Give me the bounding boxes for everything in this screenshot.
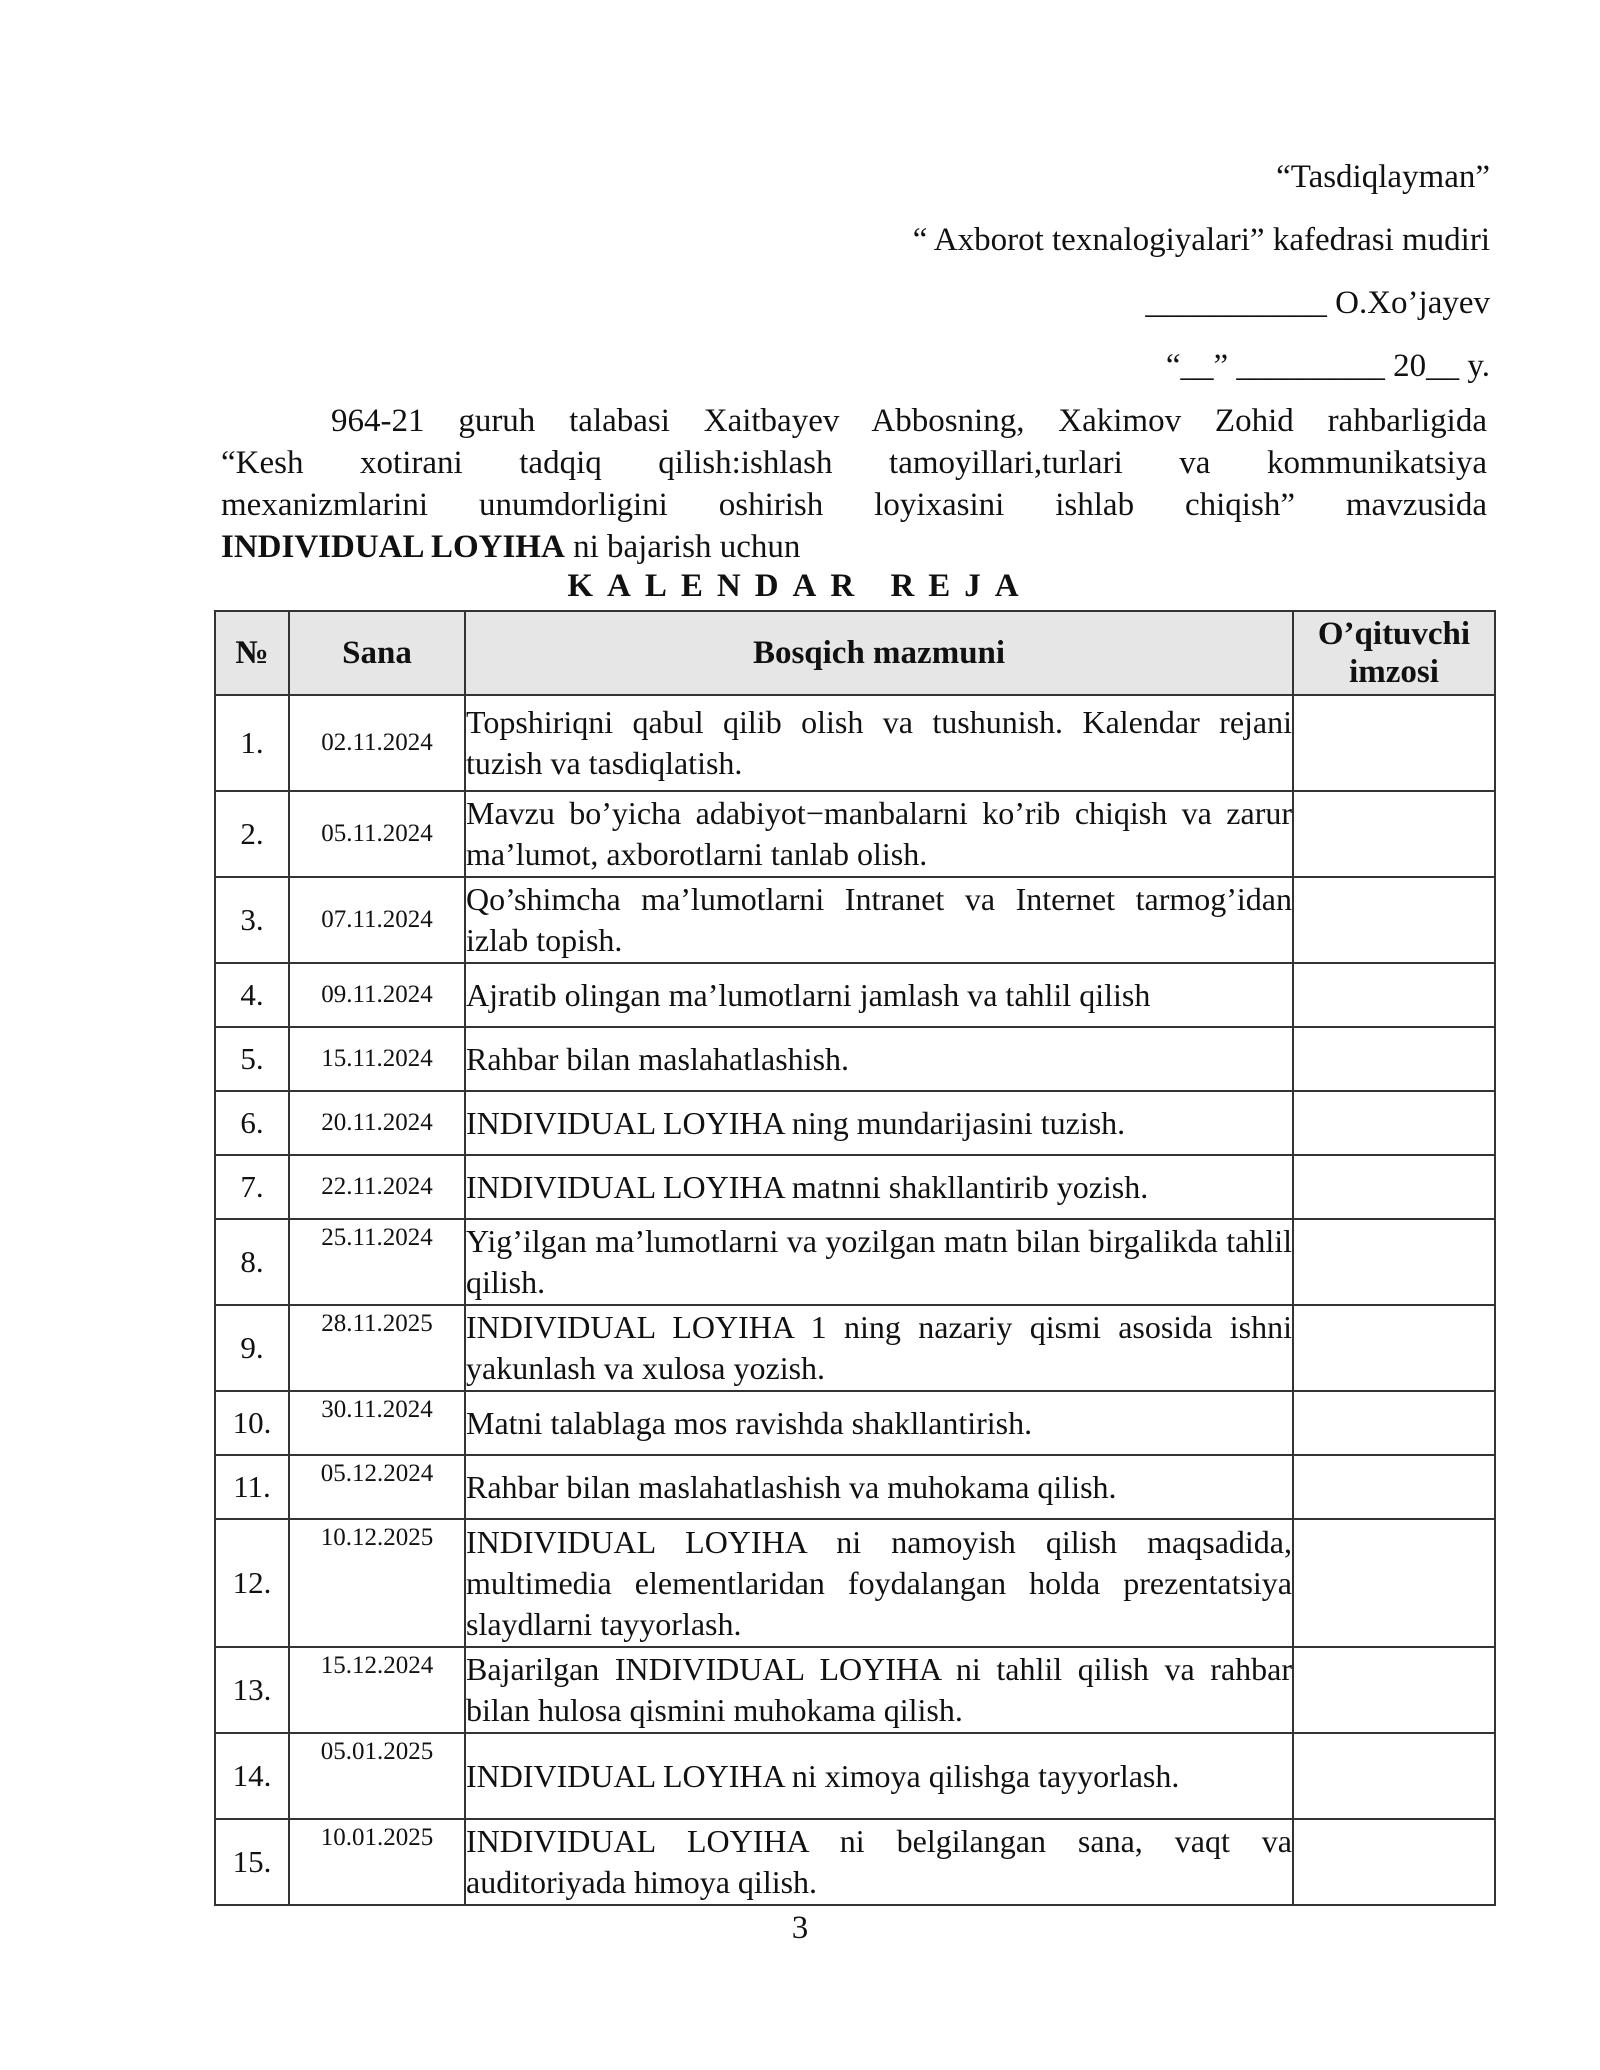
table-header-row bbox=[215, 611, 1495, 695]
row-date: 20.11.2024 bbox=[289, 1091, 465, 1155]
row-date: 25.11.2024 bbox=[289, 1219, 465, 1305]
row-date: 15.12.2024 bbox=[289, 1647, 465, 1733]
approval-department-head: “ Axborot texnalogiyalari” kafedrasi mudiri bbox=[912, 222, 1490, 258]
row-teacher-signature-cell bbox=[1293, 1155, 1495, 1219]
row-teacher-signature-cell bbox=[1293, 963, 1495, 1027]
table-row bbox=[215, 1819, 1495, 1905]
table-row bbox=[215, 1155, 1495, 1219]
row-number: 2. bbox=[215, 791, 289, 877]
row-stage-content: INDIVIDUAL LOYIHA ni ximoya qilishga tayyorlash. bbox=[465, 1733, 1293, 1819]
page-number: 3 bbox=[791, 1910, 809, 1946]
row-date: 09.11.2024 bbox=[289, 963, 465, 1027]
row-number: 4. bbox=[215, 963, 289, 1027]
row-date: 28.11.2025 bbox=[289, 1305, 465, 1391]
table-row bbox=[215, 1519, 1495, 1647]
intro-line-4-rest: ni bajarish uchun bbox=[564, 529, 801, 565]
row-number: 14. bbox=[215, 1733, 289, 1819]
intro-line-3: mexanizmlarini unumdorligini oshirish loyixasini ishlab chiqish” mavzusida bbox=[221, 487, 1487, 523]
intro-line-1: 964-21 guruh talabasi Xaitbayev Abbosning, Xakimov Zohid rahbarligida bbox=[331, 403, 1487, 439]
row-stage-content: INDIVIDUAL LOYIHA ning mundarijasini tuzish. bbox=[465, 1091, 1293, 1155]
row-number: 6. bbox=[215, 1091, 289, 1155]
row-teacher-signature-cell bbox=[1293, 1519, 1495, 1647]
table-row bbox=[215, 1091, 1495, 1155]
row-number: 15. bbox=[215, 1819, 289, 1905]
header-signature: O’qituvchi imzosi bbox=[1293, 611, 1495, 695]
row-number: 8. bbox=[215, 1219, 289, 1305]
calendar-title: KALENDAR REJA bbox=[567, 568, 1033, 604]
row-date: 22.11.2024 bbox=[289, 1155, 465, 1219]
row-number: 13. bbox=[215, 1647, 289, 1733]
row-teacher-signature-cell bbox=[1293, 1647, 1495, 1733]
table-body bbox=[215, 695, 1495, 1905]
row-stage-content: Qo’shimcha ma’lumotlarni Intranet va Internet tarmog’idan izlab topish. bbox=[465, 877, 1293, 963]
row-stage-content: INDIVIDUAL LOYIHA 1 ning nazariy qismi asosida ishni yakunlash va xulosa yozish. bbox=[465, 1305, 1293, 1391]
approval-title: “Tasdiqlayman” bbox=[1276, 159, 1490, 195]
row-teacher-signature-cell bbox=[1293, 1305, 1495, 1391]
row-stage-content: Rahbar bilan maslahatlashish. bbox=[465, 1027, 1293, 1091]
approval-block bbox=[913, 146, 1490, 398]
row-number: 12. bbox=[215, 1519, 289, 1647]
row-number: 5. bbox=[215, 1027, 289, 1091]
table-row bbox=[215, 1027, 1495, 1091]
row-date: 30.11.2024 bbox=[289, 1391, 465, 1455]
row-teacher-signature-cell bbox=[1293, 1027, 1495, 1091]
header-content: Bosqich mazmuni bbox=[465, 611, 1293, 695]
intro-line-4 bbox=[221, 526, 1487, 568]
row-teacher-signature-cell bbox=[1293, 1455, 1495, 1519]
table-row bbox=[215, 695, 1495, 791]
row-teacher-signature-cell bbox=[1293, 791, 1495, 877]
row-stage-content: INDIVIDUAL LOYIHA ni namoyish qilish maqsadida, multimedia elementlaridan foydalangan holda prezentatsiya slaydlarni tayyorlash. bbox=[465, 1519, 1293, 1647]
table-row bbox=[215, 877, 1495, 963]
row-stage-content: Ajratib olingan ma’lumotlarni jamlash va tahlil qilish bbox=[465, 963, 1293, 1027]
row-date: 10.12.2025 bbox=[289, 1519, 465, 1647]
row-date: 05.12.2024 bbox=[289, 1455, 465, 1519]
header-num: № bbox=[215, 611, 289, 695]
intro-paragraph bbox=[221, 400, 1487, 568]
row-teacher-signature-cell bbox=[1293, 877, 1495, 963]
table-row bbox=[215, 1455, 1495, 1519]
row-teacher-signature-cell bbox=[1293, 1219, 1495, 1305]
row-date: 07.11.2024 bbox=[289, 877, 465, 963]
intro-line-2: “Kesh xotirani tadqiq qilish:ishlash tamoyillari,turlari va kommunikatsiya bbox=[221, 445, 1487, 481]
approval-signature-line: ___________ O.Xo’jayev bbox=[1145, 285, 1490, 321]
row-stage-content: Matni talablaga mos ravishda shakllantirish. bbox=[465, 1391, 1293, 1455]
intro-bold-project: INDIVIDUAL LOYIHA bbox=[221, 529, 565, 565]
row-date: 05.11.2024 bbox=[289, 791, 465, 877]
row-stage-content: INDIVIDUAL LOYIHA matnni shakllantirib yozish. bbox=[465, 1155, 1293, 1219]
row-date: 10.01.2025 bbox=[289, 1819, 465, 1905]
row-number: 1. bbox=[215, 695, 289, 791]
table-row bbox=[215, 1733, 1495, 1819]
row-stage-content: Topshiriqni qabul qilib olish va tushunish. Kalendar rejani tuzish va tasdiqlatish. bbox=[465, 695, 1293, 791]
row-number: 9. bbox=[215, 1305, 289, 1391]
calendar-plan-table bbox=[214, 610, 1496, 1906]
row-stage-content: Mavzu bo’yicha adabiyot−manbalarni ko’rib chiqish va zarur ma’lumot, axborotlarni tanlab olish. bbox=[465, 791, 1293, 877]
row-teacher-signature-cell bbox=[1293, 1819, 1495, 1905]
row-teacher-signature-cell bbox=[1293, 695, 1495, 791]
table-row bbox=[215, 791, 1495, 877]
row-number: 10. bbox=[215, 1391, 289, 1455]
row-stage-content: Rahbar bilan maslahatlashish va muhokama qilish. bbox=[465, 1455, 1293, 1519]
table-row bbox=[215, 1391, 1495, 1455]
row-stage-content: INDIVIDUAL LOYIHA ni belgilangan sana, vaqt va auditoriyada himoya qilish. bbox=[465, 1819, 1293, 1905]
table-row bbox=[215, 1647, 1495, 1733]
table-row bbox=[215, 1219, 1495, 1305]
row-date: 02.11.2024 bbox=[289, 695, 465, 791]
row-stage-content: Bajarilgan INDIVIDUAL LOYIHA ni tahlil qilish va rahbar bilan hulosa qismini muhokama qilish. bbox=[465, 1647, 1293, 1733]
table-row bbox=[215, 1305, 1495, 1391]
row-teacher-signature-cell bbox=[1293, 1091, 1495, 1155]
row-teacher-signature-cell bbox=[1293, 1733, 1495, 1819]
row-date: 15.11.2024 bbox=[289, 1027, 465, 1091]
row-date: 05.01.2025 bbox=[289, 1733, 465, 1819]
table-row bbox=[215, 963, 1495, 1027]
row-number: 3. bbox=[215, 877, 289, 963]
row-teacher-signature-cell bbox=[1293, 1391, 1495, 1455]
approval-date-line: “__” _________ 20__ y. bbox=[1165, 348, 1490, 384]
row-number: 11. bbox=[215, 1455, 289, 1519]
header-date: Sana bbox=[289, 611, 465, 695]
row-stage-content: Yig’ilgan ma’lumotlarni va yozilgan matn bilan birgalikda tahlil qilish. bbox=[465, 1219, 1293, 1305]
row-number: 7. bbox=[215, 1155, 289, 1219]
